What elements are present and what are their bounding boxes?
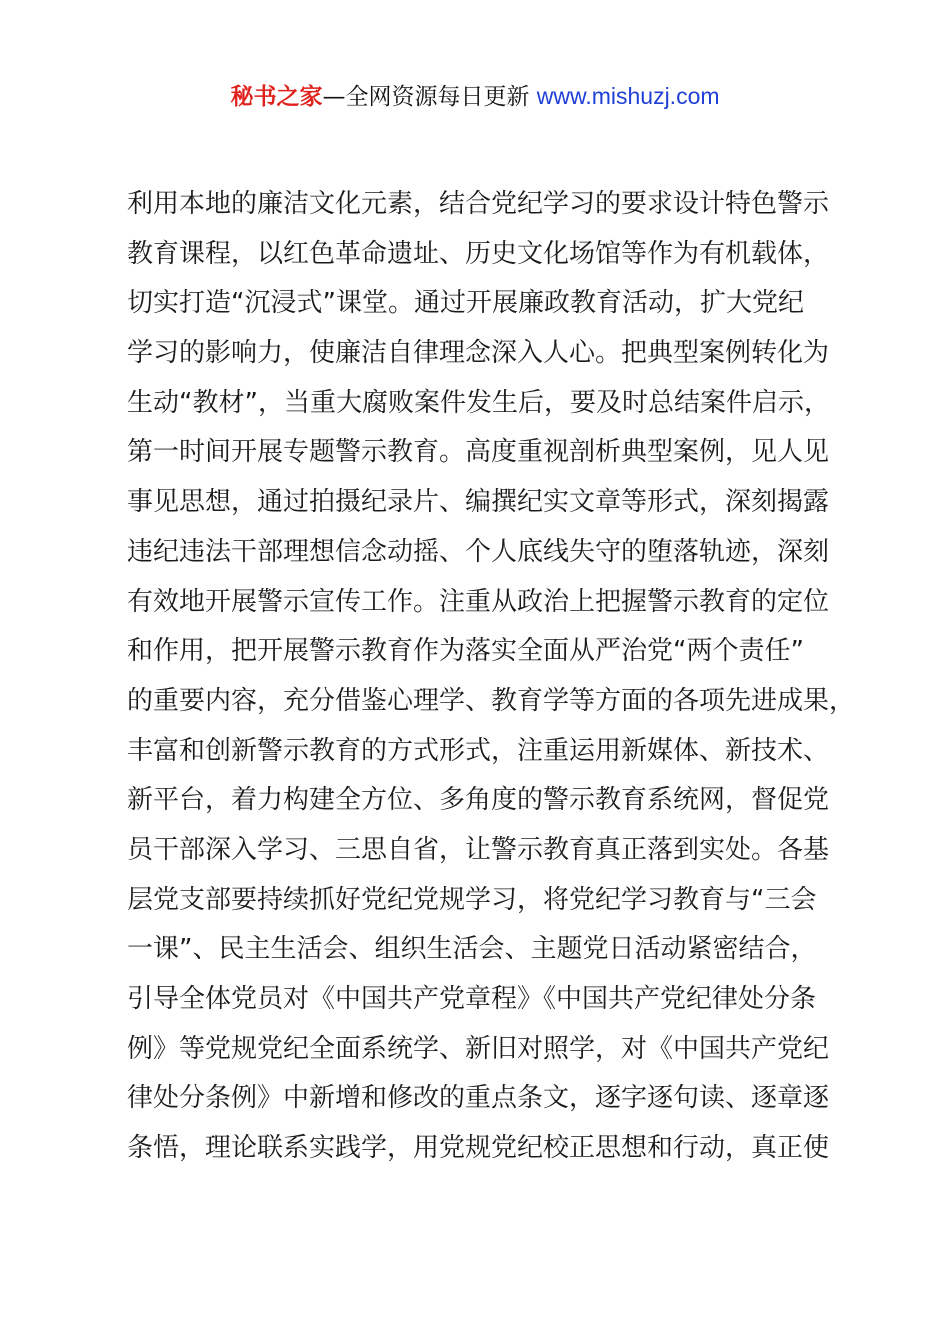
body-text-line: 生动“教材”，当重大腐败案件发生后，要及时总结案件启示， (127, 387, 830, 418)
document-body (127, 180, 856, 1174)
body-text-line: 层党支部要持续抓好党纪党规学习，将党纪学习教育与“三会 (127, 884, 817, 915)
body-text-line: 学习的影响力，使廉洁自律理念深入人心。把典型案例转化为 (127, 338, 830, 369)
body-text-line: 条悟，理论联系实践学，用党规党纪校正思想和行动，真正使 (127, 1133, 830, 1164)
body-text-line: 利用本地的廉洁文化元素，结合党纪学习的要求设计特色警示 (127, 189, 830, 219)
body-text-line: 的重要内容，充分借鉴心理学、教育学等方面的各项先进成果， (127, 685, 856, 716)
body-text-line: 员干部深入学习、三思自省，让警示教育真正落到实处。各基 (127, 834, 830, 865)
body-text-line: 事见思想，通过拍摄纪录片、编撰纪实文章等形式，深刻揭露 (127, 487, 830, 518)
brand-name: 秘书之家 (230, 84, 323, 110)
body-text-line: 引导全体党员对《中国共产党章程》《中国共产党纪律处分条 (127, 984, 817, 1014)
body-text-line: 和作用，把开展警示教育作为落实全面从严治党“两个责任” (127, 636, 804, 667)
body-text-line: 切实打造“沉浸式”课堂。通过开展廉政教育活动，扩大党纪 (127, 288, 804, 319)
body-text-line: 丰富和创新警示教育的方式形式，注重运用新媒体、新技术、 (127, 735, 830, 766)
body-text-line: 新平台，着力构建全方位、多角度的警示教育系统网，督促党 (127, 785, 830, 816)
header-tagline: —全网资源每日更新 (322, 84, 537, 110)
body-text-line: 违纪违法干部理想信念动摇、个人底线失守的堕落轨迹，深刻 (127, 536, 830, 567)
body-text-line: 律处分条例》中新增和修改的重点条文，逐字逐句读、逐章逐 (127, 1083, 830, 1114)
body-text-line: 有效地开展警示宣传工作。注重从政治上把握警示教育的定位 (127, 586, 830, 617)
site-url-link[interactable]: www.mishuzj.com (536, 83, 720, 109)
body-text-line: 一课”、民主生活会、组织生活会、主题党日活动紧密结合， (127, 934, 817, 965)
body-text-line: 第一时间开展专题警示教育。高度重视剖析典型案例，见人见 (127, 437, 830, 468)
body-text-line: 教育课程，以红色革命遗址、历史文化场馆等作为有机载体， (127, 238, 830, 269)
page-header (0, 80, 950, 113)
body-text-line: 例》等党规党纪全面系统学、新旧对照学，对《中国共产党纪 (127, 1033, 830, 1064)
